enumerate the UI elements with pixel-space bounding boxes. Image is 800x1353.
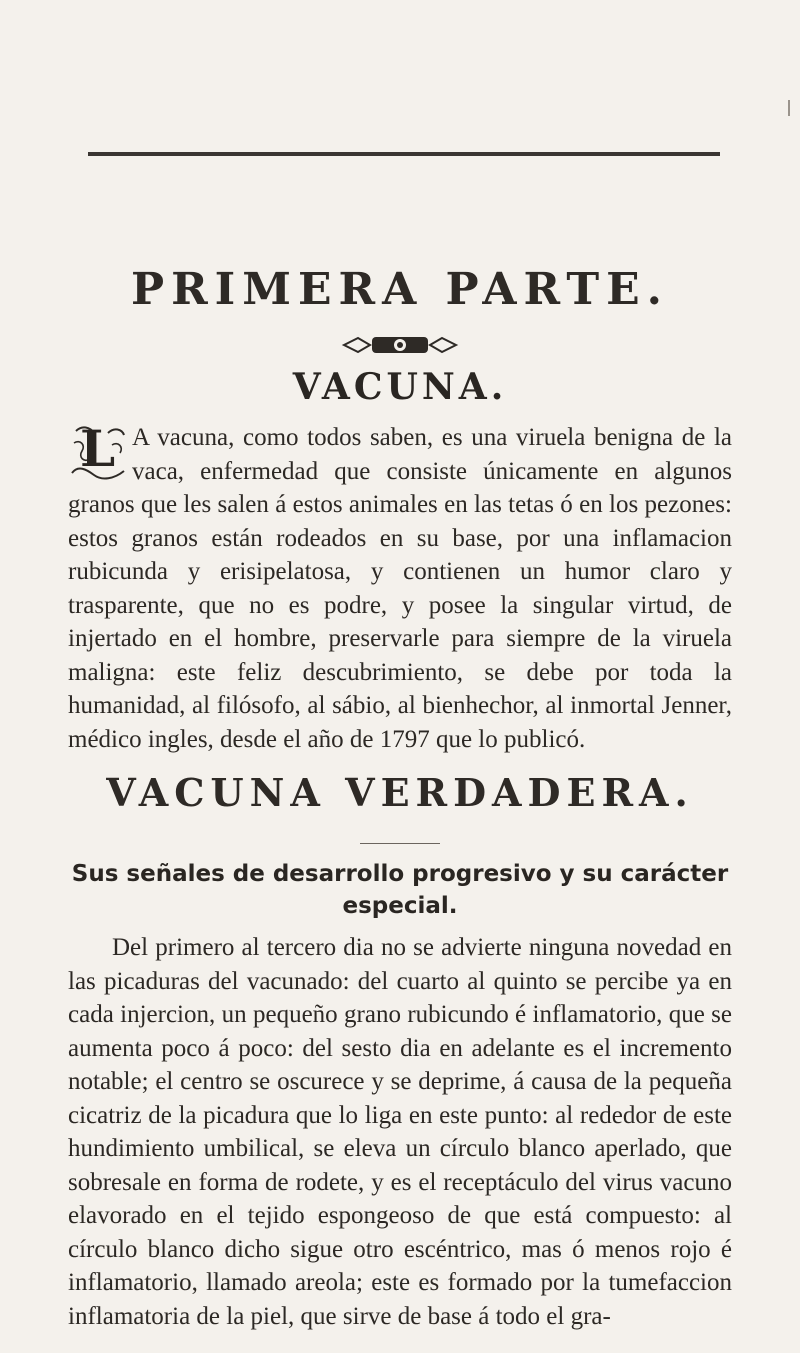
drop-cap-letter: L (80, 419, 116, 478)
ornament-icon (340, 332, 460, 358)
body-paragraph (68, 931, 732, 1333)
subsection-title: VACUNA VERDADERA. (106, 770, 694, 815)
header-rule (88, 152, 720, 156)
section-title: VACUNA. (292, 366, 508, 408)
subsection-heading: Sus señales de desarrollo progresivo y su carácter especial. (71, 861, 729, 919)
intro-paragraph-text: A vacuna, como todos saben, es una viruela benigna de la vaca, enfermedad que consiste únicamente en algunos granos que les salen á estos animales en las tetas ó en los pezones: estos granos están rodeados en su base, por una inflamacion rubicunda y erisipelatosa, y contienen un humor claro y trasparente, que no es podre, y posee la singular virtud, de injertado en el hombre, preservarle para siempre de la viruela maligna: este feliz descubrimiento, se debe por toda la humanidad, al filósofo, al sábio, al bienhechor, al inmortal Jenner, médico ingles, desde el año de 1797 que lo publicó. (68, 424, 732, 753)
top-edge-mark (788, 100, 790, 116)
drop-cap (68, 419, 128, 481)
body-paragraph-text: Del primero al tercero dia no se advierte ninguna novedad en las picaduras del vacunado: del cuarto al quinto se percibe ya en cada injercion, un pequeño grano rubicundo é inflamatorio, que se aumenta poco á poco: del sesto dia en adelante es el incremento notable; el centro se oscurece y se deprime, á causa de la pequeña cicatriz de la picadura que lo liga en este punto: al rededor de este hundimiento umbilical, se eleva un círculo blanco aperlado, que sobresale en forma de rodete, y es el receptáculo del virus vacuno elavorado en el tejido espongeoso de que está compuesto: al círculo blanco dicho sigue otro escéntrico, mas ó menos rojo é inflamatorio, llamado areola; este es formado por la tumefaccion inflamatoria de la piel, que sirve de base á todo el gra- (68, 934, 732, 1330)
part-title: PRIMERA PARTE. (131, 264, 669, 315)
intro-paragraph (68, 421, 732, 756)
subsection-rule (360, 843, 440, 844)
